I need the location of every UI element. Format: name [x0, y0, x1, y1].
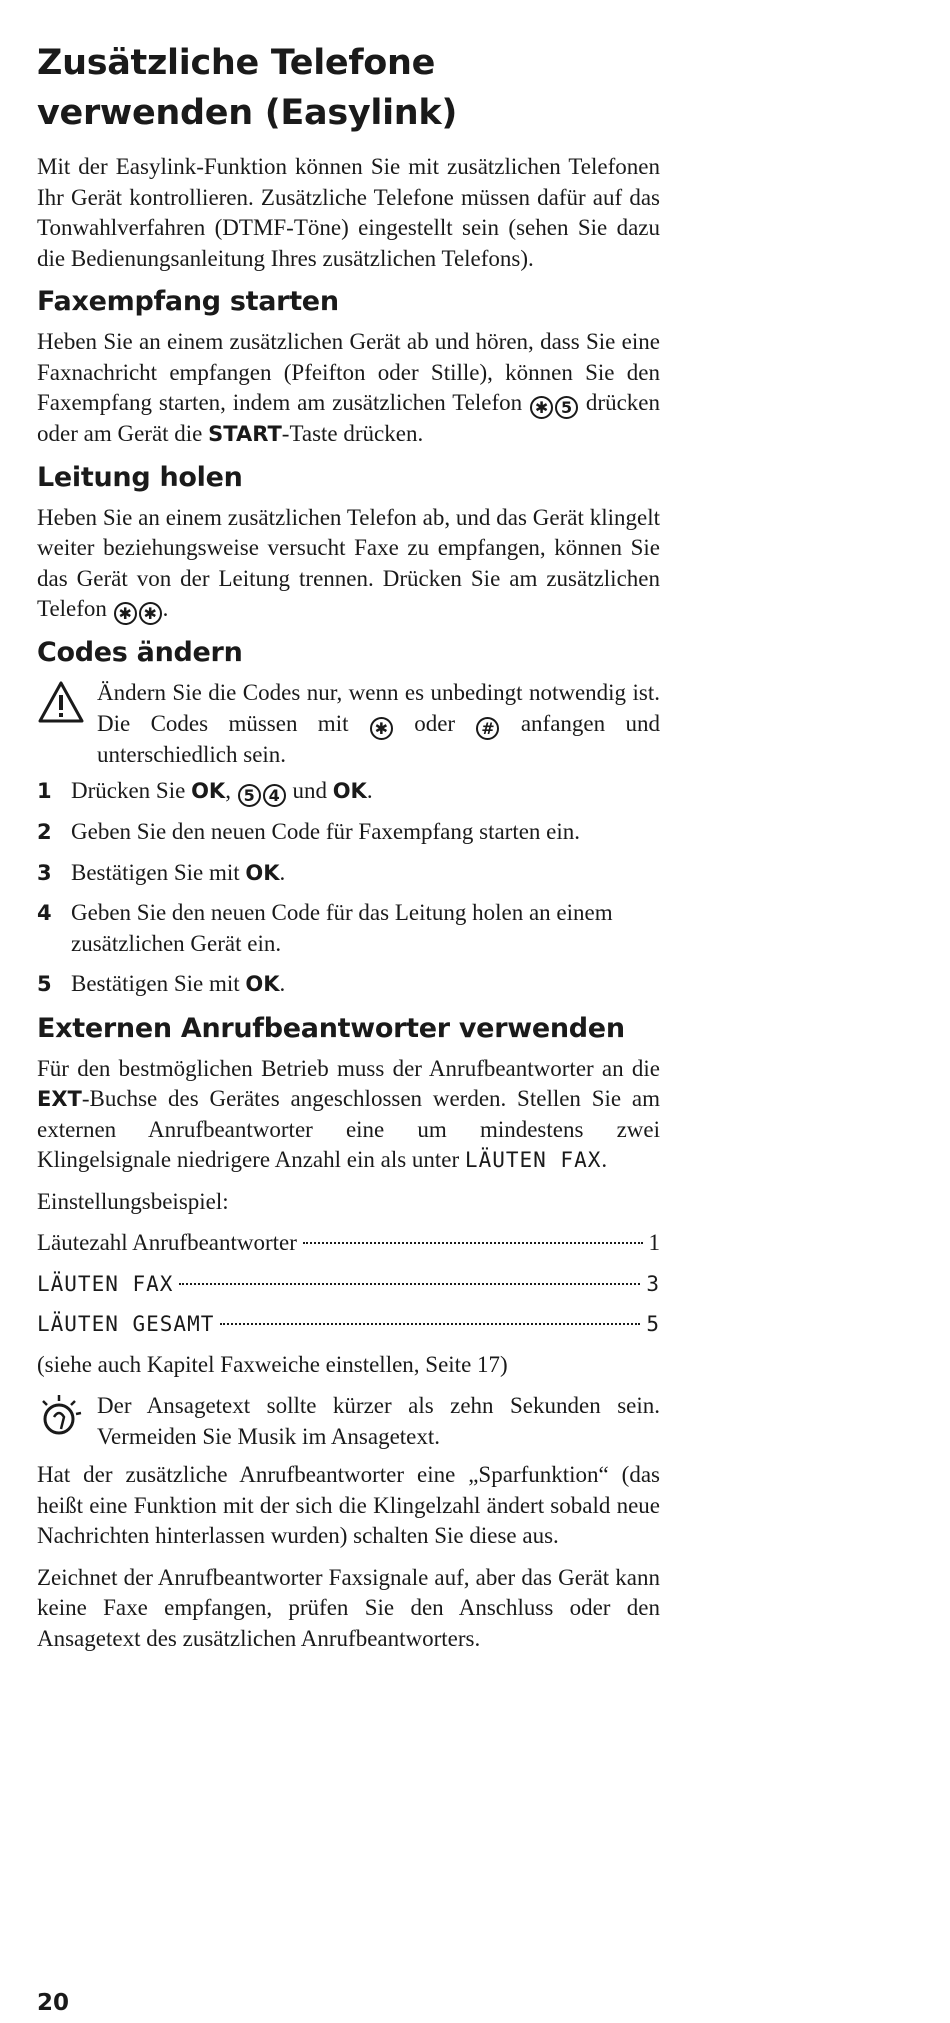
tip-text: Der Ansagetext sollte kürzer als zehn Sekunden sein. Vermeiden Sie Musik im Ansagetext. [97, 1393, 660, 1449]
ok-key-label: OK [332, 779, 367, 803]
leitung-paragraph: Heben Sie an einem zusätzlichen Telefon ab, und das Gerät klingelt weiter beziehungsweise versucht Faxe zu empfangen, können Sie das Gerät von der Leitung trennen. Drücken Sie am zusätzlichen Telefon ✱ ✱ . [37, 504, 660, 623]
intro-paragraph: Mit der Easylink-Funktion können Sie mit zusätzlichen Telefonen Ihr Gerät kontrollieren. Zusätzliche Telefone müssen dafür auf das Tonwahlverfahren (DTMF-Töne) eingestellt sein (sehen Sie dazu die Bedienungsanleitung Ihres zusätzlichen Telefons). [37, 154, 660, 271]
faxempfang-paragraph: Heben Sie an einem zusätzlichen Gerät ab und hören, dass Sie eine Faxnachricht empfangen (Pfeifton oder Stille), können Sie den Faxempfang starten, indem am zusätzlichen Telefon ✱ 5 drücken oder am Gerät die START-Taste drücken. [37, 329, 661, 446]
extern-paragraph-1: Für den bestmöglichen Betrieb muss der Anrufbeantworter an die EXT-Buchse des Gerätes angeschlossen werden. Stellen Sie am externen Anrufbeantworter eine um mindestens zwei Klingelsignale niedrigere Anzahl ein als unter LÄUTEN FAX. [37, 1055, 660, 1172]
warning-text: Ändern Sie die Codes nur, wenn es unbedingt notwendig ist. Die Codes müssen mit ✱ oder # anfangen und unterschiedlich sein. [97, 680, 660, 767]
start-key-label: START [208, 422, 282, 446]
ext-socket-label: EXT [37, 1087, 82, 1111]
warning-icon [37, 680, 85, 729]
section-heading-extern: Externen Anrufbeantworter verwenden [37, 1012, 625, 1044]
list-item: 5 Bestätigen Sie mit OK. [37, 971, 286, 996]
tip-note [37, 1391, 660, 1452]
display-text: LÄUTEN FAX [464, 1148, 602, 1172]
section-heading-leitung: Leitung holen [37, 461, 243, 493]
hash-key-icon: # [476, 717, 499, 740]
page-number: 20 [37, 1990, 70, 2016]
ok-key-label: OK [191, 779, 226, 803]
list-item: 4 Geben Sie den neuen Code für das Leitung holen an einem zusätzlichen Gerät ein. [37, 900, 613, 956]
ok-key-label: OK [245, 860, 280, 885]
star-key-icon: ✱ [370, 717, 393, 740]
page-content [37, 38, 660, 1665]
example-label: Einstellungsbeispiel: [37, 1188, 229, 1214]
see-also-text: (siehe auch Kapitel Faxweiche einstellen, Seite 17) [37, 1351, 508, 1377]
ok-key-label: OK [245, 972, 280, 996]
section-heading-faxempfang: Faxempfang starten [37, 286, 339, 317]
section-heading-codes: Codes ändern [37, 637, 243, 668]
lightbulb-tip-icon [37, 1393, 85, 1444]
codes-steps-list [37, 776, 660, 1000]
extern-paragraph-3: Zeichnet der Anrufbeantworter Faxsignale auf, aber das Gerät kann keine Faxe empfangen, prüfen Sie den Anschluss oder den Ansagetext des zusätzlichen Anrufbeantworters. [37, 1564, 660, 1651]
settings-row: Läutezahl Anrufbeantworter 1 [37, 1230, 660, 1255]
list-item: 2 Geben Sie den neuen Code für Faxempfang starten ein. [37, 819, 581, 844]
page-title: Zusätzliche Telefone verwenden (Easylink) [37, 43, 458, 133]
warning-note [37, 678, 660, 770]
settings-row: LÄUTEN FAX 3 [37, 1271, 660, 1296]
list-item: 3 Bestätigen Sie mit OK. [37, 859, 286, 885]
star-key-icon: ✱ [114, 602, 137, 625]
star-key-icon: ✱ [139, 602, 162, 625]
extern-paragraph-2: Hat der zusätzliche Anrufbeantworter eine „Sparfunktion“ (das heißt eine Funktion mit der sich die Klingelzahl ändert sobald neue Nachrichten hinterlassen wurden) schalten Sie diese aus. [37, 1462, 660, 1548]
digit-key-icon: 5 [238, 784, 261, 807]
digit-key-icon: 4 [263, 784, 286, 807]
list-item: 1 Drücken Sie OK, 5 4 und OK. [37, 778, 373, 805]
settings-row: LÄUTEN GESAMT 5 [37, 1312, 660, 1336]
star-key-icon: ✱ [530, 396, 553, 419]
digit-key-icon: 5 [555, 396, 578, 419]
